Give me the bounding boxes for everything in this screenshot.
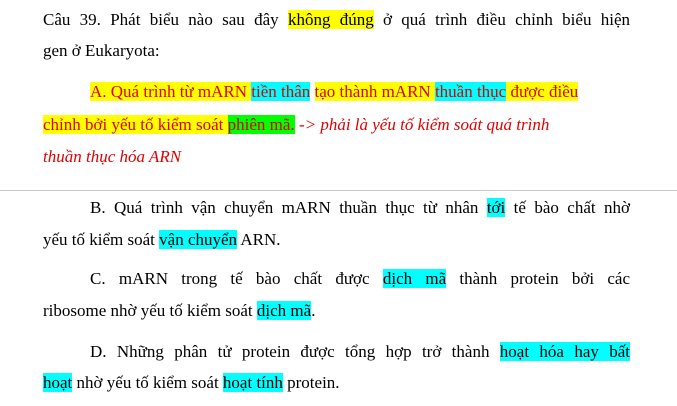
highlight-khong-dung: không đúng	[287, 10, 374, 29]
question-text: ở quá trình điều chỉnh biểu hiện	[373, 10, 631, 29]
highlight-tien-than: tiền thân	[251, 82, 311, 101]
option-b-text: ARN.	[237, 230, 281, 249]
highlight-dich-ma: dịch mã	[382, 269, 447, 288]
option-c-text: ribosome nhờ yếu tố kiểm soát	[43, 301, 257, 320]
option-a-text: tạo thành mARN	[314, 82, 435, 101]
option-b-line-1	[90, 197, 630, 219]
option-a-line-3	[43, 146, 181, 168]
option-d-text: nhờ yếu tố kiểm soát	[72, 373, 223, 392]
option-b-text: B. Quá trình vận chuyển mARN thuần thục từ nhân	[90, 198, 487, 217]
option-d-text: D. Những phân tử protein được tổng hợp trở thành	[90, 342, 500, 361]
highlight-hoat-hoa-hay-bat: hoạt hóa hay bất	[499, 342, 630, 361]
option-d-line-2	[43, 372, 340, 394]
option-b-text: yếu tố kiểm soát	[43, 230, 160, 249]
option-b-line-2	[43, 229, 281, 251]
option-a-correction: -> phải là yếu tố kiểm soát quá trình	[294, 115, 550, 134]
question-line-2	[43, 40, 160, 62]
option-a-line-2	[43, 114, 549, 136]
option-b-text: tế bào chất nhờ	[505, 198, 630, 217]
highlight-van-chuyen: vận chuyển	[159, 230, 238, 249]
question-line-1	[43, 9, 630, 31]
highlight-thuan-thuc: thuần thục	[434, 82, 507, 101]
option-c-text: C. mARN trong tế bào chất được	[90, 269, 383, 288]
page-break-divider	[0, 190, 677, 191]
option-c-text: .	[311, 301, 316, 320]
option-d-text: protein.	[282, 373, 340, 392]
option-a-space	[310, 82, 314, 101]
highlight-hoat-tinh: hoạt tính	[222, 373, 283, 392]
option-a-correction: thuần thục hóa ARN	[43, 147, 182, 166]
highlight-dich-ma: dịch mã	[256, 301, 312, 320]
option-c-text: thành protein bởi các	[446, 269, 630, 288]
question-text: Câu 39. Phát biểu nào sau đây	[43, 10, 288, 29]
option-c-line-1	[90, 268, 630, 290]
option-a-line-1	[90, 81, 578, 103]
option-c-line-2	[43, 300, 315, 322]
highlight-toi: tới	[486, 198, 506, 217]
option-a-text: A. Quá trình từ mARN	[90, 82, 252, 101]
highlight-phien-ma: phiên mã.	[227, 115, 295, 134]
option-d-line-1	[90, 341, 630, 363]
question-text: gen ở Eukaryota:	[43, 41, 160, 60]
highlight-hoat: hoạt	[43, 373, 73, 392]
option-a-text: chỉnh bởi yếu tố kiểm soát	[43, 115, 228, 134]
option-a-text: được điều	[506, 82, 579, 101]
